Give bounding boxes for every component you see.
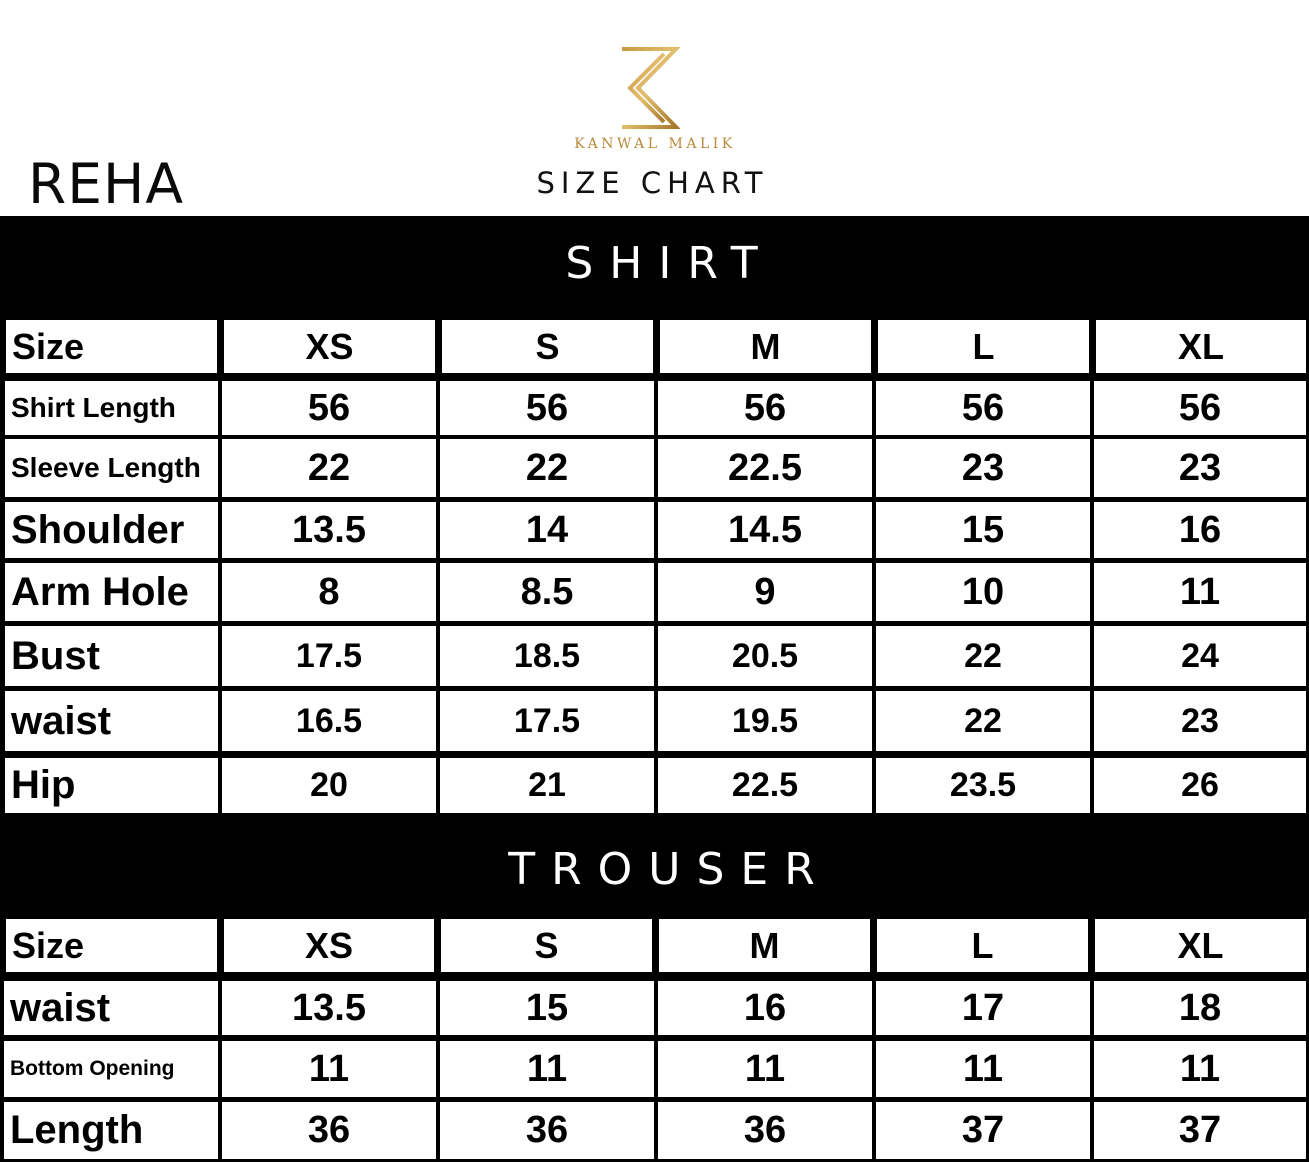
shirt-header-m: M — [660, 320, 871, 373]
shirt-row-label: Sleeve Length — [5, 439, 218, 497]
shirt-cell: 11 — [1094, 563, 1306, 621]
shirt-cell: 56 — [440, 381, 654, 435]
brand-name: KANWAL MALIK — [574, 136, 736, 152]
shirt-header-l: L — [878, 320, 1089, 373]
trouser-cell: 37 — [1094, 1102, 1306, 1159]
trouser-cell: 11 — [658, 1041, 872, 1097]
shirt-cell: 18.5 — [440, 626, 654, 686]
trouser-cell: 15 — [440, 981, 654, 1035]
shirt-header-xs: XS — [224, 320, 435, 373]
trouser-row-label: Bottom Opening — [4, 1041, 218, 1097]
trouser-cell: 16 — [658, 981, 872, 1035]
shirt-row-label: Shoulder — [5, 502, 218, 558]
trouser-header-xs: XS — [224, 919, 434, 972]
trouser-cell: 36 — [222, 1102, 436, 1159]
trouser-cell: 37 — [876, 1102, 1090, 1159]
shirt-cell: 17.5 — [440, 691, 654, 751]
shirt-cell: 22 — [876, 626, 1090, 686]
trouser-header-size: Size — [6, 919, 217, 972]
shirt-row-label: Hip — [5, 758, 218, 813]
shirt-cell: 56 — [1094, 381, 1306, 435]
shirt-header-size: Size — [6, 320, 217, 373]
trouser-cell: 11 — [1094, 1041, 1306, 1097]
trouser-header-m: M — [659, 919, 870, 972]
shirt-header-xl: XL — [1096, 320, 1306, 373]
shirt-cell: 56 — [222, 381, 436, 435]
kanwal-malik-monogram-icon — [618, 46, 680, 130]
shirt-section-title: SHIRT — [0, 216, 1309, 318]
shirt-cell: 8.5 — [440, 563, 654, 621]
shirt-cell: 16 — [1094, 502, 1306, 558]
shirt-cell: 16.5 — [222, 691, 436, 751]
trouser-cell: 13.5 — [222, 981, 436, 1035]
trouser-cell: 11 — [876, 1041, 1090, 1097]
trouser-cell: 36 — [440, 1102, 654, 1159]
shirt-cell: 20.5 — [658, 626, 872, 686]
shirt-cell: 22.5 — [658, 439, 872, 497]
shirt-cell: 22 — [222, 439, 436, 497]
shirt-cell: 8 — [222, 563, 436, 621]
shirt-cell: 56 — [876, 381, 1090, 435]
shirt-row-label: Bust — [5, 626, 218, 686]
trouser-cell: 18 — [1094, 981, 1306, 1035]
shirt-cell: 20 — [222, 758, 436, 813]
trouser-row-label: waist — [4, 981, 218, 1035]
shirt-cell: 19.5 — [658, 691, 872, 751]
shirt-cell: 22 — [876, 691, 1090, 751]
trouser-section-title: TROUSER — [0, 813, 1309, 918]
shirt-cell: 23 — [1094, 439, 1306, 497]
shirt-cell: 9 — [658, 563, 872, 621]
chart-title: SIZE CHART — [536, 166, 769, 200]
shirt-row-label: Shirt Length — [5, 381, 218, 435]
shirt-cell: 26 — [1094, 758, 1306, 813]
shirt-cell: 22.5 — [658, 758, 872, 813]
trouser-header-s: S — [441, 919, 652, 972]
product-name: REHA — [28, 152, 184, 216]
shirt-row-label: waist — [5, 691, 218, 751]
trouser-header-xl: XL — [1095, 919, 1306, 972]
trouser-header-l: L — [877, 919, 1088, 972]
trouser-row-label: Length — [4, 1102, 218, 1159]
shirt-cell: 23.5 — [876, 758, 1090, 813]
shirt-cell: 23 — [1094, 691, 1306, 751]
shirt-cell: 23 — [876, 439, 1090, 497]
trouser-cell: 11 — [440, 1041, 654, 1097]
shirt-cell: 15 — [876, 502, 1090, 558]
shirt-cell: 21 — [440, 758, 654, 813]
shirt-row-label: Arm Hole — [5, 563, 218, 621]
shirt-cell: 13.5 — [222, 502, 436, 558]
shirt-header-s: S — [442, 320, 653, 373]
shirt-cell: 14 — [440, 502, 654, 558]
shirt-cell: 14.5 — [658, 502, 872, 558]
shirt-cell: 56 — [658, 381, 872, 435]
trouser-cell: 36 — [658, 1102, 872, 1159]
trouser-cell: 17 — [876, 981, 1090, 1035]
shirt-cell: 17.5 — [222, 626, 436, 686]
shirt-cell: 10 — [876, 563, 1090, 621]
trouser-cell: 11 — [222, 1041, 436, 1097]
shirt-cell: 22 — [440, 439, 654, 497]
shirt-cell: 24 — [1094, 626, 1306, 686]
